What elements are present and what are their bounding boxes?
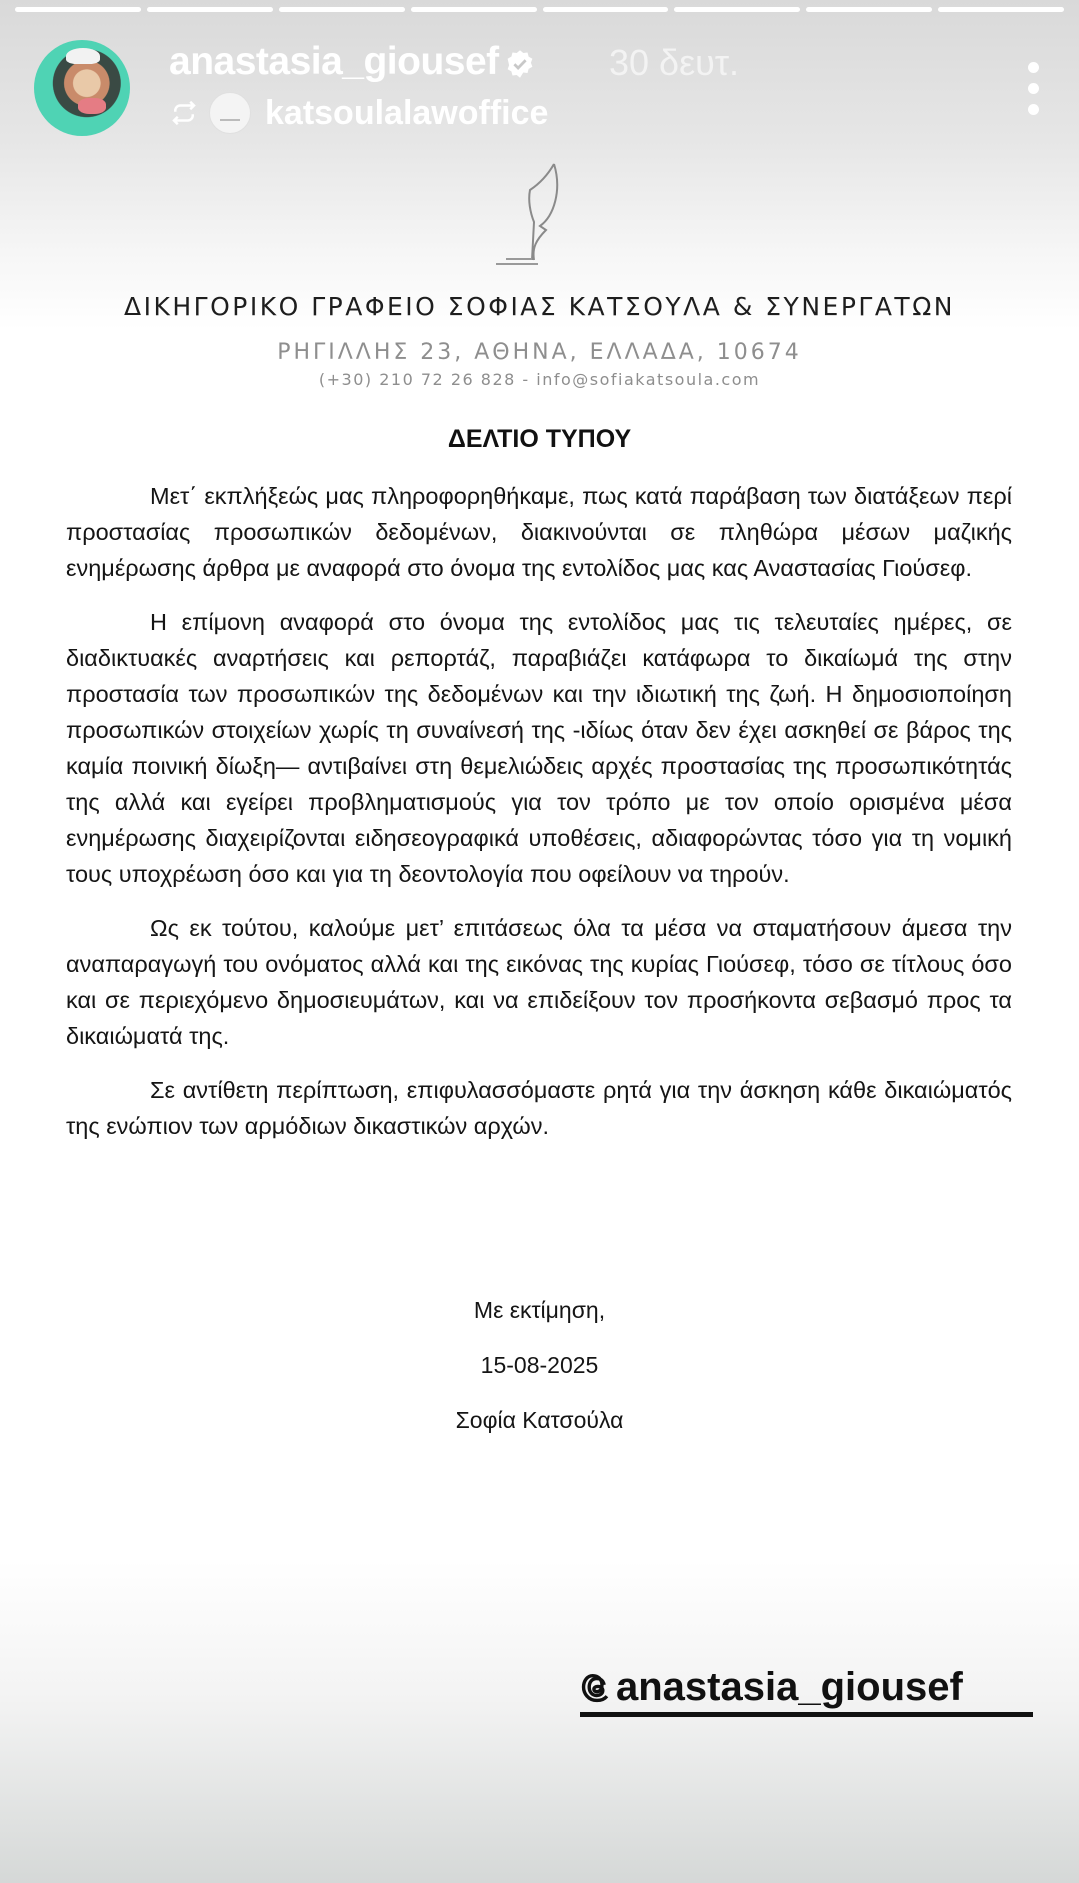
signature: Σοφία Κατσούλα [455, 1407, 624, 1433]
source-avatar[interactable] [209, 92, 251, 134]
timestamp: 30 δευτ. [609, 42, 740, 83]
firm-contact: (+30) 210 72 26 828 - info@sofiakatsoula.com [318, 370, 761, 389]
closing-salutation: Με εκτίμηση, [473, 1297, 606, 1323]
document-closing [0, 1290, 1079, 1455]
document-body [66, 478, 1012, 1162]
paragraph: Η επίμονη αναφορά στο όνομα της εντολίδος μας τις τελευταίες ημέρες, σε διαδικτυακές αναρτήσεις και ρεπορτάζ, παραβιάζει κατάφωρα το δικαίωμά της στην προστασία των προσωπικών της δεδομένων και την ιδιωτική της ζωή. Η δημοσιοποίηση προσωπικών στοιχείων χωρίς τη συναίνεσή της -ιδίως όταν δεν έχει ασκηθεί σε βάρος της καμία ποινική δίωξη— αντιβαίνει στη θεμελιώδεις αρχές προστασίας της προσωπικότητάς της αλλά και εγείρει προβληματισμούς για τον τρόπο με τον οποίο ορισμένα μέσα ενημέρωσης διαχειρίζονται ειδησεογραφικά υποθέσεις, αδιαφορώντας τόσο για τη νομική τους υποχρέωση όσο και για τη δεοντολογία που οφείλουν να τηρούν. [66, 609, 1012, 887]
story-header [34, 40, 1059, 140]
repost-icon [169, 98, 199, 128]
progress-segment [279, 7, 405, 12]
verified-badge-icon [505, 49, 535, 79]
progress-segment [543, 7, 669, 12]
repost-attribution[interactable] [169, 92, 548, 134]
progress-segment [15, 7, 141, 12]
source-username[interactable]: katsoulalawoffice [265, 93, 549, 132]
threads-handle: anastasia_giousef [616, 1665, 963, 1709]
more-vertical-icon [1028, 62, 1039, 73]
username: anastasia_giousef [169, 40, 499, 83]
more-vertical-icon [1028, 83, 1039, 94]
progress-segment [806, 7, 932, 12]
progress-segment [674, 7, 800, 12]
document-title: ΔΕΛΤΙΟ ΤΥΠΟΥ [447, 425, 632, 453]
progress-segment [147, 7, 273, 12]
progress-segment [411, 7, 537, 12]
username-link[interactable] [169, 40, 535, 84]
more-vertical-icon [1028, 104, 1039, 115]
paragraph: Ως εκ τούτου, καλούμε μετ’ επιτάσεως όλα τα μέσα να σταματήσουν άμεσα την αναπαραγωγή του ονόματος αλλά και της εικόνας της κυρίας Γιούσεφ, τόσο σε τίτλους όσο και σε περιεχόμενο δημοσιευμάτων, και να επιδείξουν τον προσήκοντα σεβασμό προς τα δικαιώματά της. [66, 915, 1012, 1049]
paragraph: Σε αντίθετη περίπτωση, επιφυλασσόμαστε ρητά για την άσκηση κάθε δικαιώματός της ενώπιον των αρμόδιων δικαστικών αρχών. [66, 1077, 1012, 1139]
quill-feather-icon [496, 160, 596, 270]
firm-address: ΡΗΓΙΛΛΗΣ 23, ΑΘΗΝΑ, ΕΛΛΑΔΑ, 10674 [277, 340, 802, 365]
more-options-button[interactable] [1027, 62, 1039, 115]
document-date: 15-08-2025 [480, 1352, 599, 1378]
threads-icon [580, 1670, 614, 1704]
avatar[interactable] [34, 40, 130, 136]
sticker-underline [580, 1712, 1033, 1717]
paragraph: Μετ΄ εκπλήξεώς μας πληροφορηθήκαμε, πως κατά παράβαση των διατάξεων περί προστασίας προσωπικών δεδομένων, διακινούνται σε πληθώρα μέσων μαζικής ενημέρωσης άρθρα με αναφορά στο όνομα της εντολίδος μας κας Αναστασίας Γιούσεφ. [66, 483, 1012, 581]
progress-segment [938, 7, 1064, 12]
avatar-hat-detail [66, 48, 100, 64]
firm-name: ΔΙΚΗΓΟΡΙΚΟ ΓΡΑΦΕΙΟ ΣΟΦΙΑΣ ΚΑΤΣΟΥΛΑ & ΣΥΝΕΡΓΑΤΩΝ [123, 292, 956, 321]
threads-mention-sticker[interactable] [580, 1665, 963, 1710]
story-progress-bar [15, 7, 1064, 12]
avatar-detail [78, 98, 106, 114]
